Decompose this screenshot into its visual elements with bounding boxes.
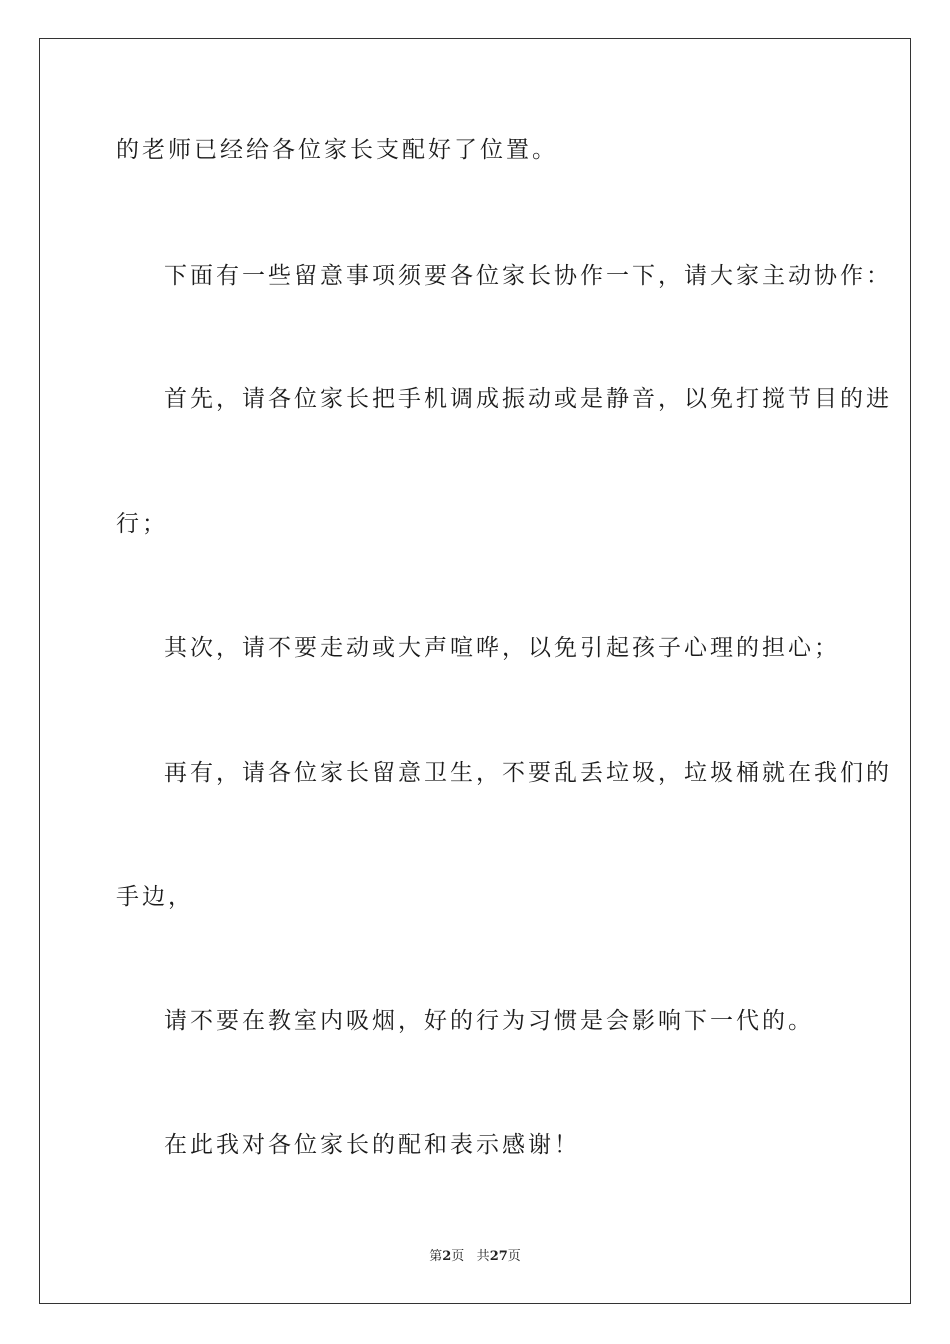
paragraph-line-3: 首先，请各位家长把手机调成振动或是静音，以免打搅节目的进 (164, 386, 892, 412)
total-prefix: 共 (476, 1249, 490, 1264)
paragraph-line-9: 在此我对各位家长的配和表示感谢！ (164, 1132, 580, 1158)
page-prefix: 第 (429, 1249, 443, 1264)
paragraph-line-6: 再有，请各位家长留意卫生，不要乱丢垃圾，垃圾桶就在我们的 (164, 760, 892, 786)
page-number: 2 (442, 1249, 452, 1264)
paragraph-line-4: 行； (116, 511, 168, 537)
paragraph-line-5: 其次，请不要走动或大声喧哗，以免引起孩子心理的担心； (164, 635, 840, 661)
page-suffix: 页 (451, 1249, 465, 1264)
page-border (39, 38, 911, 1304)
paragraph-line-1: 的老师已经给各位家长支配好了位置。 (116, 137, 558, 163)
total-pages: 27 (489, 1249, 508, 1264)
paragraph-line-2: 下面有一些留意事项须要各位家长协作一下，请大家主动协作： (164, 263, 892, 289)
paragraph-line-8: 请不要在教室内吸烟，好的行为习惯是会影响下一代的。 (164, 1008, 814, 1034)
total-suffix: 页 (507, 1249, 521, 1264)
page-footer (0, 1248, 950, 1266)
paragraph-line-7: 手边， (116, 884, 194, 910)
